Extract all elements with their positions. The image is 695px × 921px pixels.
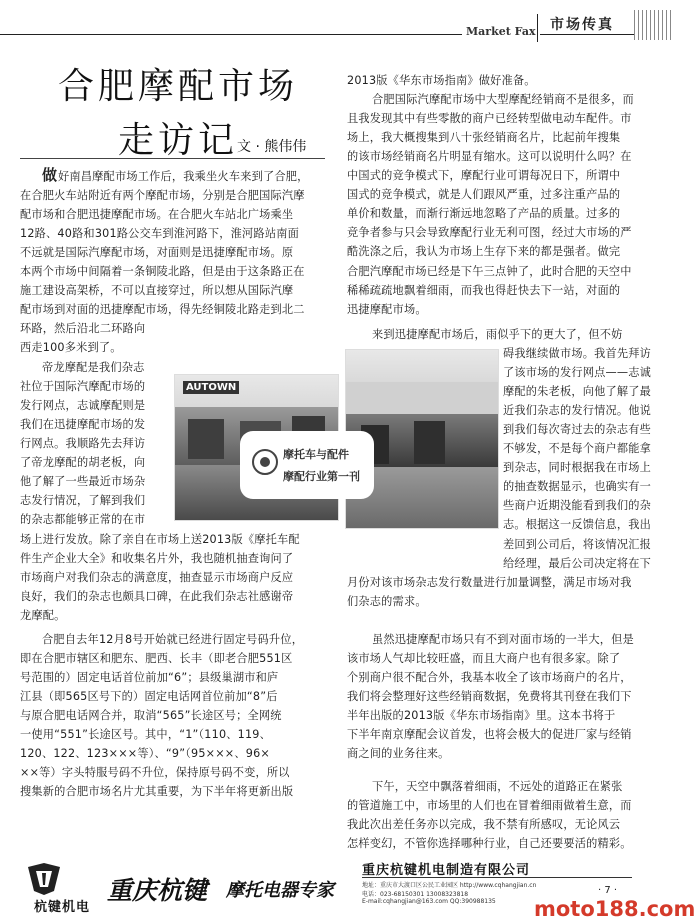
text-line: 稀稀疏疏地飘着细雨，而我也得赶快去下一站，对面的: [347, 283, 621, 297]
text-line: 即在合肥市辖区和肥东、肥西、长丰（即老合肥551区: [20, 652, 293, 666]
shop-sign: AUTOWN: [183, 381, 239, 394]
text-line: 的管道施工中，市场里的人们也在冒着细雨做着生意，而: [347, 799, 632, 813]
text-line: 本两个市场中间隔着一条铜陵北路，但是由于这条路正在: [20, 265, 305, 279]
magazine-stamp: [243, 434, 371, 496]
text-line: 在合肥火车站附近有两个摩配市场，分别是合肥国际汽摩: [20, 189, 305, 203]
text-line: 我们在迅捷摩配市场的发: [20, 418, 146, 432]
text-line: 国式的竞争模式，就是人们跟风严重，过多注重产品的: [347, 188, 621, 202]
section-title: 市场传真: [550, 17, 614, 33]
header-separator: [537, 14, 538, 42]
text-line: 与原合肥电话网合并，取消“565”长途区号；全网统: [20, 709, 282, 723]
text-line: 行网点。我顺路先去拜访: [20, 437, 146, 451]
text-line: 怎样变幻，不管你选择哪种行业，自己还要要活的精彩。: [347, 837, 632, 851]
text-line: 该市场人气却比较旺盛，而且大商户也有很多家。除了: [347, 652, 621, 666]
text-line: 志发行情况，了解到我们: [20, 494, 146, 508]
text-line: 好南昌摩配市场工作后，我乘坐火车来到了合肥，: [58, 170, 309, 183]
text-line: 到杂志，同时根据我在市场上: [503, 461, 652, 475]
text-line: 了帝龙摩配的胡老板，向: [20, 456, 146, 470]
text-line: 了该市场的发行网点——志诚: [503, 366, 652, 380]
byline: 文 · 熊伟伟: [237, 139, 307, 155]
text-line: 的该市场经销商名片明显有缩水。这可以说明什么吗？在: [347, 150, 632, 164]
text-line: 志。根据这一反馈信息，我出: [503, 518, 652, 532]
text-line: 场上，我大概搜集到八十张经销商名片，比起前年搜集: [347, 131, 621, 145]
text-line: 2013版《华东市场指南》做好准备。: [347, 74, 536, 87]
text-line: 良好，我们的杂志也颇具口碑，在此我们杂志社感谢帝: [20, 590, 294, 604]
text-line: 我们将会整理好这些经销商数据，免费将其刊登在我们下: [347, 690, 632, 704]
text-line: 号范围的）固定电话首位前加“6”；县级巢湖市和庐: [20, 671, 279, 685]
footer-rule: [362, 877, 632, 878]
text-line: 迅捷摩配市场。: [347, 302, 427, 316]
text-line: 合肥国际汽摩配市场中大型摩配经销商不是很多，而: [372, 93, 634, 107]
stamp-line2: 摩配行业第一刊: [283, 470, 360, 483]
footer-company: 重庆杭键机电制造有限公司: [362, 863, 531, 878]
text-line: 帝龙摩配是我们杂志: [42, 361, 145, 374]
text-line: 单价和数量，而渐行渐远地忽略了产品的质量。过多的: [347, 207, 621, 221]
text-line: 配市场到对面的迅捷摩配市场，得先经铜陵北路走到北二: [20, 303, 305, 317]
article-title-line1: 合肥摩配市场: [58, 66, 299, 107]
text-line: 龙摩配。: [20, 609, 66, 623]
text-line: 下半年南京摩配会议首发，也将会极大的促进厂家与经销: [347, 728, 632, 742]
text-line: 来到迅捷摩配市场后，雨似乎下的更大了，但不妨: [372, 328, 623, 341]
text-line: 些商户近期没能看到我们的杂: [503, 499, 652, 513]
text-line: 发行网点，志诚摩配则是: [20, 399, 146, 413]
footer-slogan-name: 重庆杭键: [107, 876, 208, 905]
title-rule: [20, 158, 325, 159]
footer-email: E-mail:cqhangjian@163.com QQ:390988135: [362, 898, 496, 905]
header-rule: [0, 34, 531, 35]
text-line: ××等）字头特服号码不升位，保持原号码不变，所以: [20, 766, 290, 780]
text-line: 120、122、123×××等）、“9”（95×××、96×: [20, 747, 270, 761]
text-line: 的杂志都能够正常的在市: [20, 513, 146, 527]
text-line: 合肥自去年12月8号开始就已经进行固定号码升位，: [42, 633, 304, 646]
page-number: · 7 ·: [598, 885, 618, 896]
text-line: 合肥汽摩配市场已经是下午三点钟了，此时合肥的天空中: [347, 264, 632, 278]
text-line: 虽然迅捷摩配市场只有不到对面市场的一半大，但是: [372, 633, 634, 646]
text-line: 配市场和合肥迅捷摩配市场。在合肥火车站北广场乘坐: [20, 208, 294, 222]
text-line: 的抽查数据显示，也确实有一: [503, 480, 652, 494]
text-line: 西走100多米到了。: [20, 341, 122, 355]
text-line: 他了解了一些最近市场杂: [20, 475, 146, 489]
text-line: 市场商户对我们杂志的满意度，抽查显示市场商户反应: [20, 571, 294, 585]
footer-slogan-tag: 摩托电器专家: [226, 880, 334, 901]
text-line: 差回到公司后，将该情况汇报: [503, 537, 652, 551]
text-line: 商之间的业务往来。: [347, 747, 450, 761]
stamp-line1: 摩托车与配件: [283, 448, 349, 461]
text-line: 12路、40路和301路公交车到淮河路下，淮河路站南面: [20, 227, 299, 241]
watermark: moto188.com: [534, 897, 695, 921]
text-line: 近我们杂志的发行情况。他说: [503, 404, 652, 418]
text-line: 江县（即565区号下的）固定电话网首位前加“8”后: [20, 690, 278, 704]
text-line: 酷洗涤之后，我认为市场上生存下来的都是强者。做完: [347, 245, 621, 259]
text-line: 场上进行发放。除了亲自在市场上送2013版《摩托车配: [20, 533, 300, 546]
text-line: 环路，然后沿北二环路向: [20, 322, 146, 336]
text-line: 们杂志的需求。: [347, 595, 427, 609]
header-stripes: [634, 10, 674, 40]
text-line: 摩配的朱老板，向他了解了最: [503, 385, 652, 399]
text-line: 碍我继续做市场。我首先拜访: [503, 347, 652, 360]
publication-name: Market Fax: [462, 25, 540, 38]
footer-tel: 电话：023-68150301 13008323818: [362, 891, 469, 898]
text-line: 到我们每次寄过去的杂志有些: [503, 423, 652, 437]
text-line: 搜集新的合肥市场名片尤其重要，为下半年将更新出版: [20, 785, 294, 799]
text-line: 中国式的竞争模式下，摩配行业可谓每况日下，所谓中: [347, 169, 621, 183]
text-line: 不够发，不是每个商户都能拿: [503, 442, 652, 456]
drop-cap: 做: [42, 166, 58, 184]
text-line: 社位于国际汽摩配市场的: [20, 380, 146, 394]
text-line: 竞争者参与只会导致摩配行业无利可图，经过大市场的严: [347, 226, 632, 240]
magazine-logo-icon: [251, 448, 279, 476]
text-line: 施工建设高架桥，不可以直接穿过，所以想从国际汽摩: [20, 284, 294, 298]
text-line: 给经理，最后公司决定将在下: [503, 556, 652, 570]
text-line: 个别商户很不配合外，我基本收全了该市场商户的名片，: [347, 671, 632, 685]
text-line: 半年出版的2013版《华东市场指南》里。这本书将于: [347, 709, 616, 723]
footer-brand: 杭键机电: [34, 900, 91, 915]
text-line: 不远就是国际汽摩配市场，对面则是迅捷摩配市场。原: [20, 246, 294, 260]
text-line: 件生产企业大全》和收集名片外，我也随机抽查询问了: [20, 552, 294, 566]
text-line: 一使用“551”长途区号。其中，“1”（110、119、: [20, 728, 271, 742]
text-line: 下午，天空中飘落着细雨，不远处的道路正在紧张: [372, 780, 623, 793]
text-line: 且我发现其中有些零散的商户已经转型做电动车配件。市: [347, 112, 632, 126]
text-line: 月份对该市场杂志发行数量进行加量调整，满足市场对我: [347, 576, 632, 589]
article-title-line2: 走访记: [118, 120, 239, 161]
footer-address: 地址：重庆市大渡口区公民工业园区 http://www.cqhangjian.cn: [362, 882, 537, 889]
text-line: 我此次出差任务亦以完成，我不禁有所感叹，无论风云: [347, 818, 621, 832]
